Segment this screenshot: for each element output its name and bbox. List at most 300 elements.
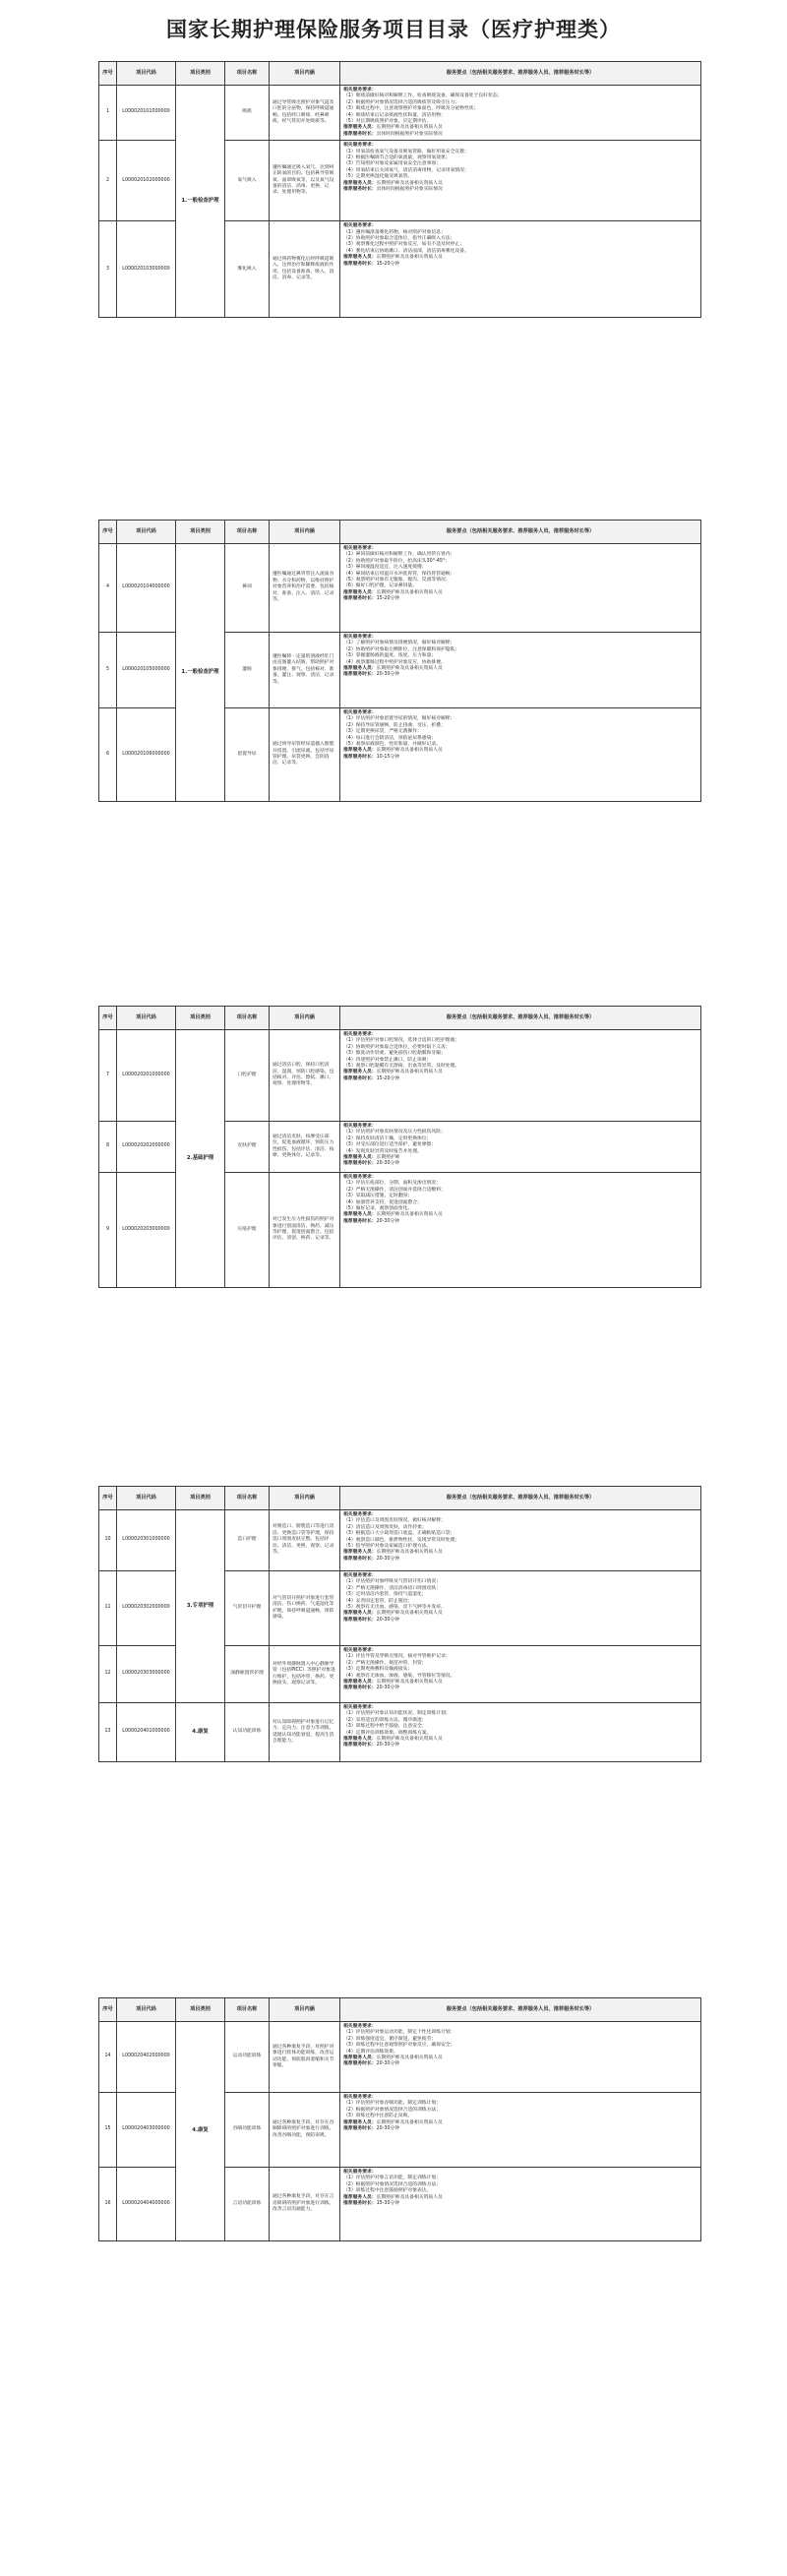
- requirement-line: （2）协助照护对象取合适体位，必要时取下义齿；: [343, 1044, 451, 1050]
- item-code: L000020102000000: [117, 141, 176, 221]
- header-row: [99, 1007, 701, 1030]
- row-number: 8: [99, 1122, 117, 1173]
- requirement-line: （3）训练过程中注意观察照护对象反应，确保安全；: [343, 2043, 455, 2049]
- staff-label: 推荐服务人员：: [343, 1550, 377, 1556]
- requirement-line: （1）用氧前检查氧气设备及吸氧管路，做好用氧安全宣教；: [343, 149, 469, 154]
- row-number: 6: [99, 708, 117, 802]
- staff-label: 推荐服务人员：: [343, 1680, 377, 1686]
- category-label: 4.康复: [192, 2127, 209, 2134]
- row-number: 5: [99, 633, 117, 708]
- header-cell: 项目内涵: [270, 62, 340, 86]
- duration-line: [343, 1076, 697, 1082]
- row-number: 4: [99, 544, 117, 633]
- requirements-heading: 相关服务要求：: [343, 1512, 377, 1517]
- table-header: [99, 1487, 701, 1510]
- requirement-line: （1）评估照护对象运动功能，制定个性化训练计划；: [343, 2030, 455, 2036]
- duration-value: 15-20分钟: [376, 596, 400, 602]
- header-cell: 项目内涵: [270, 1007, 340, 1030]
- item-name: 留置导尿: [225, 708, 270, 802]
- item-code: L000020104000000: [117, 544, 176, 633]
- staff-label: 推荐服务人员：: [343, 180, 377, 186]
- requirement-line: （4）观察造口颜色、排泄物性状，发现异常及时处理；: [343, 1537, 460, 1543]
- requirement-line: （2）协助照护对象取合适体位，指导正确吸入方法；: [343, 236, 455, 242]
- requirement-line: （4）观察灌肠过程中照护对象反应，协助排便。: [343, 659, 446, 665]
- header-cell: 服务要点（包括相关服务要求、推荐服务人员、推荐服务时长等）: [340, 1998, 701, 2022]
- duration-line: [343, 187, 697, 193]
- item-name: 造口护理: [225, 1510, 270, 1571]
- requirement-line: （3）观察雾化过程中照护对象反应，如有不适及时停止；: [343, 242, 464, 248]
- item-name: 深静脉置管护理: [225, 1646, 270, 1703]
- duration-value: 20-30分钟: [376, 1743, 400, 1748]
- requirements-heading: 相关服务要求：: [343, 1175, 377, 1180]
- staff-value: 长期照护师及具备相关资质人员: [376, 1070, 443, 1075]
- duration-value: 20-30分钟: [376, 1556, 400, 1562]
- duration-line: [343, 1557, 697, 1563]
- requirement-line: （1）评估造口及周围皮肤情况，做好核对解释；: [343, 1518, 446, 1524]
- duration-value: 20-30分钟: [376, 2061, 400, 2067]
- row-number: 1: [99, 86, 117, 141]
- requirement-line: （3）擦洗动作轻柔，避免损伤口腔黏膜和牙龈；: [343, 1051, 446, 1057]
- header-cell: 项目内涵: [270, 521, 340, 544]
- item-name: 灌肠: [225, 633, 270, 708]
- service-points: [340, 141, 701, 221]
- duration-label: 推荐服务时长：: [343, 1556, 377, 1562]
- item-code: L000020201000000: [117, 1030, 176, 1122]
- requirement-line: （4）吸痰结束后记录痰液性状和量，清洁用物；: [343, 112, 446, 118]
- duration-label: 推荐服务时长：: [343, 1743, 377, 1748]
- staff-value: 长期照护师及具备相关资质人员: [376, 1550, 443, 1556]
- requirement-line: （1）评估压疮部位、分期、面积及渗出情况；: [343, 1181, 441, 1187]
- requirement-line: （4）每日进行会阴清洁，预防泌尿系感染；: [343, 735, 437, 741]
- row-number: 9: [99, 1173, 117, 1288]
- row-number: 3: [99, 221, 117, 318]
- duration-line: [343, 1618, 697, 1624]
- duration-line: [343, 1743, 697, 1748]
- item-category: [176, 86, 225, 318]
- table-row: [99, 1703, 701, 1762]
- service-points: [340, 544, 701, 633]
- header-cell: 项目类别: [176, 1007, 225, 1030]
- staff-label: 推荐服务人员：: [343, 1611, 377, 1617]
- header-cell: 项目代码: [117, 1487, 176, 1510]
- header-cell: 服务要点（包括相关服务要求、推荐服务人员、推荐服务时长等）: [340, 1007, 701, 1030]
- duration-label: 推荐服务时长：: [343, 2061, 377, 2067]
- header-cell: 项目名称: [225, 1998, 270, 2022]
- item-name: 运动功能训练: [225, 2022, 270, 2093]
- service-points: [340, 2093, 701, 2168]
- duration-line: [343, 755, 697, 761]
- staff-label: 推荐服务人员：: [343, 2194, 377, 2200]
- duration-line: [343, 1686, 697, 1691]
- table-row: [99, 1030, 701, 1122]
- item-content: 通过各种康复手段，对存在吞咽障碍的照护对象进行训练，改善吞咽功能，预防误吸。: [270, 2093, 340, 2168]
- duration-value: 20-30分钟: [376, 1161, 400, 1167]
- service-points: [340, 1646, 701, 1703]
- item-content: 通过清洁口腔，保持口腔清洁、湿润，预防口腔感染。包括核对、评估、擦拭、漱口、观察、处理用物等。: [270, 1030, 340, 1122]
- duration-label: 推荐服务时长：: [343, 187, 377, 193]
- header-cell: 项目名称: [225, 62, 270, 86]
- duration-label: 推荐服务时长：: [343, 1686, 377, 1691]
- duration-label: 推荐服务时长：: [343, 754, 377, 760]
- header-cell: 序号: [99, 1487, 117, 1510]
- staff-value: 长期照护师及具备相关资质人员: [376, 1611, 443, 1617]
- requirement-line: （4）用氧结束后关闭氧气，清洁消毒用物，记录用氧情况；: [343, 167, 469, 173]
- table-header: [99, 521, 701, 544]
- requirement-line: （5）做好记录，观察创面变化。: [343, 1206, 413, 1212]
- row-number: 15: [99, 2093, 117, 2168]
- requirement-line: （2）严格无菌操作，清洁创面并选择合适敷料；: [343, 1187, 446, 1193]
- staff-value: 长期照护师及具备相关资质人员: [376, 180, 443, 186]
- requirement-line: （3）根据造口大小裁剪造口底盘，正确粘贴造口袋；: [343, 1531, 455, 1537]
- item-category: [176, 2022, 225, 2241]
- requirement-line: （3）训练过程中注意防止误吸。: [343, 2114, 413, 2119]
- header-cell: 序号: [99, 1007, 117, 1030]
- service-points: [340, 2168, 701, 2241]
- duration-line: [343, 132, 697, 138]
- header-cell: 服务要点（包括相关服务要求、推荐服务人员、推荐服务时长等）: [340, 1487, 701, 1510]
- item-name: 气管切开护理: [225, 1571, 270, 1646]
- requirement-line: （3）采取减压措施，定时翻身；: [343, 1194, 413, 1199]
- item-name: 言语功能训练: [225, 2168, 270, 2241]
- requirements-heading: 相关服务要求：: [343, 1573, 377, 1578]
- duration-value: 15-20分钟: [376, 1075, 400, 1081]
- header-cell: 项目内涵: [270, 1998, 340, 2022]
- header-row: [99, 1487, 701, 1510]
- requirement-line: （5）定期更换湿化瓶及吸氧管。: [343, 174, 413, 180]
- requirement-line: （4）鼻饲结束后用温开水冲洗胃管，保持胃管通畅；: [343, 571, 455, 577]
- duration-value: 15-30分钟: [376, 2201, 400, 2207]
- staff-value: 长期照护师及具备相关资质人员: [376, 1680, 443, 1686]
- header-cell: 项目类别: [176, 62, 225, 86]
- staff-label: 推荐服务人员：: [343, 125, 377, 131]
- category-label: 1.一般检查护理: [181, 668, 219, 675]
- duration-line: [343, 1161, 697, 1167]
- duration-line: [343, 596, 697, 602]
- header-cell: 项目名称: [225, 1007, 270, 1030]
- requirement-line: （4）雾化结束后协助漱口、清洁面部，清洁消毒雾化设备。: [343, 248, 469, 254]
- requirement-line: （4）定期评估训练效果，调整训练方案。: [343, 1730, 432, 1736]
- requirement-line: （1）评估照护对象言语功能，制定训练计划；: [343, 2176, 441, 2181]
- row-number: 11: [99, 1571, 117, 1646]
- duration-value: 10-15分钟: [376, 754, 400, 760]
- requirement-line: （4）昏迷照护对象禁止漱口，防止误吸；: [343, 1057, 432, 1063]
- requirement-line: （4）发现皮肤异常及时报告并处理。: [343, 1148, 422, 1154]
- staff-label: 推荐服务人员：: [343, 1070, 377, 1075]
- table-header: [99, 1998, 701, 2022]
- service-points: [340, 633, 701, 708]
- requirements-heading: 相关服务要求：: [343, 2024, 377, 2029]
- service-points: [340, 1510, 701, 1571]
- requirement-line: （3）定期更换敷料及输液接头；: [343, 1667, 413, 1673]
- row-number: 12: [99, 1646, 117, 1703]
- service-points: [340, 221, 701, 318]
- duration-value: 20-30分钟: [376, 2126, 400, 2132]
- requirement-line: （5）观察照护对象有无腹胀、腹泻、反流等情况；: [343, 578, 451, 583]
- requirement-line: （3）训练过程中给予鼓励，注意安全；: [343, 1724, 427, 1730]
- item-code: L000020203000000: [117, 1173, 176, 1288]
- header-cell: 项目内涵: [270, 1487, 340, 1510]
- item-content: 遵医嘱通过鼻胃管注入流质食物、水分和药物，以维持照护对象营养和治疗需要。包括核对、准备、注入、清洁、记录等。: [270, 544, 340, 633]
- item-name: 口腔护理: [225, 1030, 270, 1122]
- requirement-line: （1）评估照护对象呼吸及气管切开伤口情况；: [343, 1579, 441, 1585]
- staff-label: 推荐服务人员：: [343, 1155, 377, 1161]
- header-cell: 服务要点（包括相关服务要求、推荐服务人员、推荐服务时长等）: [340, 62, 701, 86]
- staff-value: 长期照护师及具备相关资质人员: [376, 748, 443, 754]
- duration-value: 具体时间根据照护对象实际情况: [376, 131, 443, 137]
- header-cell: 序号: [99, 1998, 117, 2022]
- duration-line: [343, 262, 697, 268]
- header-cell: 项目类别: [176, 1998, 225, 2022]
- requirements-heading: 相关服务要求：: [343, 1648, 377, 1653]
- duration-line: [343, 672, 697, 678]
- item-name: 吸痰: [225, 86, 270, 141]
- item-category: [176, 544, 225, 802]
- requirements-heading: 相关服务要求：: [343, 1032, 377, 1037]
- requirements-heading: 相关服务要求：: [343, 88, 377, 92]
- document-title: 国家长期护理保险服务项目目录（医疗护理类）: [166, 17, 621, 41]
- requirement-line: （2）保持皮肤清洁干燥，定时更换体位；: [343, 1135, 432, 1141]
- requirement-line: （2）训练强度适宜，循序渐进，避免疲劳；: [343, 2036, 437, 2042]
- item-name: 皮肤护理: [225, 1122, 270, 1173]
- item-content: 对认知障碍照护对象进行记忆力、定向力、注意力等训练，延缓认知功能衰退，提高生活自理能力。: [270, 1703, 340, 1762]
- staff-value: 长期照护师及具备相关资质人员: [376, 2055, 443, 2061]
- duration-label: 推荐服务时长：: [343, 596, 377, 602]
- requirement-line: （3）对受压部位进行适当保护，避免摩擦；: [343, 1142, 437, 1148]
- header-cell: 序号: [99, 521, 117, 544]
- requirement-line: （1）鼻饲前做好核对和解释工作，确认胃管在胃内；: [343, 552, 455, 558]
- table-body: [99, 2022, 701, 2241]
- duration-label: 推荐服务时长：: [343, 1617, 377, 1623]
- requirements-heading: 相关服务要求：: [343, 2170, 377, 2175]
- catalog-table: [98, 61, 701, 318]
- staff-value: 长期照护师: [376, 1155, 400, 1161]
- requirement-line: （6）做好口腔护理，记录鼻饲量。: [343, 583, 418, 589]
- item-code: L000020403000000: [117, 2093, 176, 2168]
- item-code: L000020103000000: [117, 221, 176, 318]
- item-code: L000020402000000: [117, 2022, 176, 2093]
- requirement-line: （4）定期评估训练效果。: [343, 2049, 398, 2055]
- requirement-line: （2）严格无菌操作，清洁消毒切口周围皮肤；: [343, 1585, 441, 1591]
- table-header: [99, 1007, 701, 1030]
- requirement-line: （1）评估照护对象认知功能状况，制定训练计划；: [343, 1711, 451, 1717]
- duration-line: [343, 2201, 697, 2207]
- table-body: [99, 1030, 701, 1288]
- item-content: 通过各种康复手段，对存在言语障碍的照护对象进行训练，改善言语沟通能力。: [270, 2168, 340, 2241]
- requirement-line: （1）评估照护对象皮肤情况及压力性损伤风险；: [343, 1130, 446, 1135]
- table-row: [99, 544, 701, 633]
- requirement-line: （4）妥善固定套管，防止脱出；: [343, 1598, 413, 1604]
- staff-value: 长期照护师及具备相关资质人员: [376, 1737, 443, 1743]
- item-category: [176, 1030, 225, 1288]
- item-content: 遵医嘱通过吸入氧气，达到纠正缺氧的目的。包括鼻导管吸氧、面罩吸氧等，以及氧气设备的清洁、消毒、更换、记录、处理用物等。: [270, 141, 340, 221]
- duration-line: [343, 1219, 697, 1225]
- item-code: L000020106000000: [117, 708, 176, 802]
- duration-label: 推荐服务时长：: [343, 1218, 377, 1224]
- item-code: L000020401000000: [117, 1703, 176, 1762]
- duration-label: 推荐服务时长：: [343, 672, 377, 678]
- item-code: L000020302000000: [117, 1571, 176, 1646]
- duration-label: 推荐服务时长：: [343, 2126, 377, 2132]
- requirements-heading: 相关服务要求：: [343, 710, 377, 715]
- item-code: L000020202000000: [117, 1122, 176, 1173]
- row-number: 13: [99, 1703, 117, 1762]
- category-label: 1.一般检查护理: [181, 197, 219, 204]
- requirement-line: （4）加强营养支持，促进创面愈合；: [343, 1199, 422, 1205]
- duration-label: 推荐服务时长：: [343, 1161, 377, 1167]
- item-name: 鼻饲: [225, 544, 270, 633]
- staff-label: 推荐服务人员：: [343, 1737, 377, 1743]
- requirement-line: （2）根据医嘱调节合适的氧流量，观察用氧效果；: [343, 155, 451, 161]
- item-category: [176, 1703, 225, 1762]
- header-cell: 项目代码: [117, 521, 176, 544]
- item-content: 通过各种康复手段，对照护对象进行肢体功能训练，改善运动功能，预防肌肉萎缩和关节挛缩。: [270, 2022, 340, 2093]
- table-body: [99, 1510, 701, 1762]
- table-header: [99, 62, 701, 86]
- service-points: [340, 1703, 701, 1762]
- staff-value: 长期照护师及具备相关资质人员: [376, 2119, 443, 2125]
- requirements-heading: 相关服务要求：: [343, 546, 377, 551]
- duration-value: 20-30分钟: [376, 1686, 400, 1691]
- staff-value: 长期照护师及具备相关资质人员: [376, 255, 443, 261]
- item-content: 对已发生压力性损伤的照护对象进行创面清洁、换药、减压等护理，促进创面愈合。包括评估、清创、换药、记录等。: [270, 1173, 340, 1288]
- item-code: L000020404000000: [117, 2168, 176, 2241]
- table-row: [99, 2022, 701, 2093]
- requirement-line: （3）掌握灌肠液的温度、浓度、压力和量；: [343, 653, 437, 659]
- table-row: [99, 1510, 701, 1571]
- staff-value: 长期照护师及具备相关资质人员: [376, 2194, 443, 2200]
- service-points: [340, 1030, 701, 1122]
- table-body: [99, 544, 701, 802]
- duration-line: [343, 2061, 697, 2067]
- item-content: 通过将导尿管经尿道插入膀胱并留置，引流尿液。包括导尿管护理、尿袋更换、会阴清洁、记录等。: [270, 708, 340, 802]
- requirements-heading: 相关服务要求：: [343, 2095, 377, 2100]
- item-name: 氧气吸入: [225, 141, 270, 221]
- header-cell: 服务要点（包括相关服务要求、推荐服务人员、推荐服务时长等）: [340, 521, 701, 544]
- item-code: L000020101000000: [117, 86, 176, 141]
- header-cell: 项目名称: [225, 521, 270, 544]
- item-name: 认知功能训练: [225, 1703, 270, 1762]
- item-name: 雾化吸入: [225, 221, 270, 318]
- staff-label: 推荐服务人员：: [343, 589, 377, 595]
- item-content: 通过导管吸出照护对象气道及口腔的分泌物，保持呼吸道通畅。包括经口吸痰、经鼻吸痰、经气管切开处吸痰等。: [270, 86, 340, 141]
- duration-value: 具体时间根据照护对象实际情况: [376, 187, 443, 193]
- requirements-heading: 相关服务要求：: [343, 635, 377, 640]
- duration-value: 20-30分钟: [376, 1218, 400, 1224]
- table-row: [99, 86, 701, 141]
- header-row: [99, 62, 701, 86]
- requirement-line: （5）指导照护对象及家属造口护理方法。: [343, 1544, 432, 1550]
- requirement-line: （5）观察有无出血、感染、皮下气肿等并发症。: [343, 1605, 446, 1611]
- requirement-line: （2）清洁造口及周围皮肤，动作轻柔；: [343, 1524, 427, 1530]
- catalog-table: [98, 1486, 701, 1762]
- requirement-line: （3）定期更换尿袋，严格无菌操作；: [343, 729, 422, 735]
- duration-label: 推荐服务时长：: [343, 261, 377, 267]
- item-category: [176, 1510, 225, 1703]
- requirement-line: （2）根据照护对象情况选择合适的训练方法；: [343, 2181, 441, 2187]
- requirement-line: （1）遵医嘱准备雾化药物，核对照护对象信息；: [343, 229, 446, 235]
- header-cell: 项目名称: [225, 1487, 270, 1510]
- table-body: [99, 86, 701, 318]
- category-label: 2.基础护理: [186, 1154, 214, 1161]
- staff-label: 推荐服务人员：: [343, 255, 377, 261]
- service-points: [340, 708, 701, 802]
- duration-label: 推荐服务时长：: [343, 2201, 377, 2207]
- item-name: 压疮护理: [225, 1173, 270, 1288]
- catalog-table: [98, 1997, 701, 2241]
- requirement-line: （4）观察有无渗血、渗液、感染、导管移位等情况。: [343, 1673, 455, 1679]
- staff-label: 推荐服务人员：: [343, 666, 377, 672]
- duration-label: 推荐服务时长：: [343, 1075, 377, 1081]
- service-points: [340, 1571, 701, 1646]
- header-cell: 项目代码: [117, 1998, 176, 2022]
- requirement-line: （2）采用适宜的训练方法，循序渐进；: [343, 1717, 427, 1723]
- item-content: 通过将药物雾化后经呼吸道吸入，达到治疗和稀释痰液的作用。包括设备准备、吸入、清洁、消毒、记录等。: [270, 221, 340, 318]
- requirement-line: （3）告知照护对象及家属用氧安全注意事项；: [343, 161, 441, 167]
- requirement-line: （5）观察口腔黏膜有无溃疡、出血等异常，及时处理。: [343, 1064, 460, 1070]
- category-label: 3.专项护理: [186, 1602, 214, 1609]
- service-points: [340, 2022, 701, 2093]
- service-points: [340, 1173, 701, 1288]
- requirement-line: （1）评估导管及穿刺点情况，核对导管维护记录；: [343, 1654, 451, 1660]
- requirement-line: （1）评估照护对象留置导尿的情况，做好核对解释；: [343, 716, 455, 722]
- staff-value: 长期照护师及具备相关资质人员: [376, 125, 443, 131]
- item-code: L000020303000000: [117, 1646, 176, 1703]
- requirement-line: （1）评估照护对象口腔情况，选择合适的口腔护理液；: [343, 1038, 460, 1044]
- duration-value: 15-20分钟: [376, 261, 400, 267]
- requirement-line: （3）训练过程中注意鼓励照护对象表达。: [343, 2188, 432, 2194]
- duration-line: [343, 2126, 697, 2132]
- requirement-line: （2）根据照护对象情况选择合适的吸痰管及吸引压力；: [343, 99, 460, 105]
- header-row: [99, 521, 701, 544]
- requirement-line: （1）了解照护对象病情及排便情况，做好核对解释；: [343, 641, 455, 646]
- requirement-line: （1）评估照护对象吞咽功能，制定训练计划；: [343, 2101, 441, 2107]
- header-cell: 序号: [99, 62, 117, 86]
- requirement-line: （2）保持导尿管通畅，防止扭曲、受压、折叠；: [343, 722, 446, 728]
- item-name: 吞咽功能训练: [225, 2093, 270, 2168]
- duration-value: 20-30分钟: [376, 1617, 400, 1623]
- requirements-heading: 相关服务要求：: [343, 1124, 377, 1129]
- duration-label: 推荐服务时长：: [343, 131, 377, 137]
- requirement-line: （3）鼻饲液温度适宜，注入速度缓慢；: [343, 565, 427, 571]
- requirement-line: （5）对长期吸痰照护对象，应定期评估。: [343, 119, 432, 125]
- duration-value: 20-30分钟: [376, 672, 400, 678]
- row-number: 2: [99, 141, 117, 221]
- header-row: [99, 1998, 701, 2022]
- requirement-line: （1）吸痰前做好核对和解释工作，检查吸痰设备，确保设备处于良好状态；: [343, 93, 503, 99]
- requirement-line: （2）严格无菌操作，规范冲管、封管；: [343, 1660, 427, 1666]
- requirements-heading: 相关服务要求：: [343, 1705, 377, 1710]
- item-content: 通过清洁皮肤、按摩受压部位，促进血液循环，预防压力性损伤。包括评估、清洁、按摩、更换体位、记录等。: [270, 1122, 340, 1173]
- row-number: 16: [99, 2168, 117, 2241]
- staff-label: 推荐服务人员：: [343, 2119, 377, 2125]
- item-code: L000020105000000: [117, 633, 176, 708]
- staff-value: 长期照护师及具备相关资质人员: [376, 589, 443, 595]
- catalog-table: [98, 520, 701, 802]
- header-cell: 项目代码: [117, 1007, 176, 1030]
- header-cell: 项目代码: [117, 62, 176, 86]
- requirement-line: （3）定时清洁内套管，保持气道湿化；: [343, 1592, 427, 1598]
- header-cell: 项目类别: [176, 521, 225, 544]
- item-content: 对肠造口、膀胱造口等进行清洁、更换造口袋等护理，保持造口周围皮肤完整。包括评估、清洁、更换、观察、记录等。: [270, 1510, 340, 1571]
- category-label: 4.康复: [192, 1728, 209, 1735]
- service-points: [340, 86, 701, 141]
- item-content: 对经外周静脉置入中心静脉导管（包括PICC）等照护对象进行维护，包括冲管、换药、更换接头、观察记录等。: [270, 1646, 340, 1703]
- requirement-line: （2）根据照护对象情况选择合适的训练方法；: [343, 2107, 441, 2113]
- requirement-line: （5）观察尿液颜色、性状和量，并做好记录。: [343, 742, 441, 748]
- item-code: L000020301000000: [117, 1510, 176, 1571]
- item-content: 对气管切开照护对象进行套管清洁、伤口换药、气道湿化等护理，保持呼吸道通畅，预防感染。: [270, 1571, 340, 1646]
- header-cell: 项目类别: [176, 1487, 225, 1510]
